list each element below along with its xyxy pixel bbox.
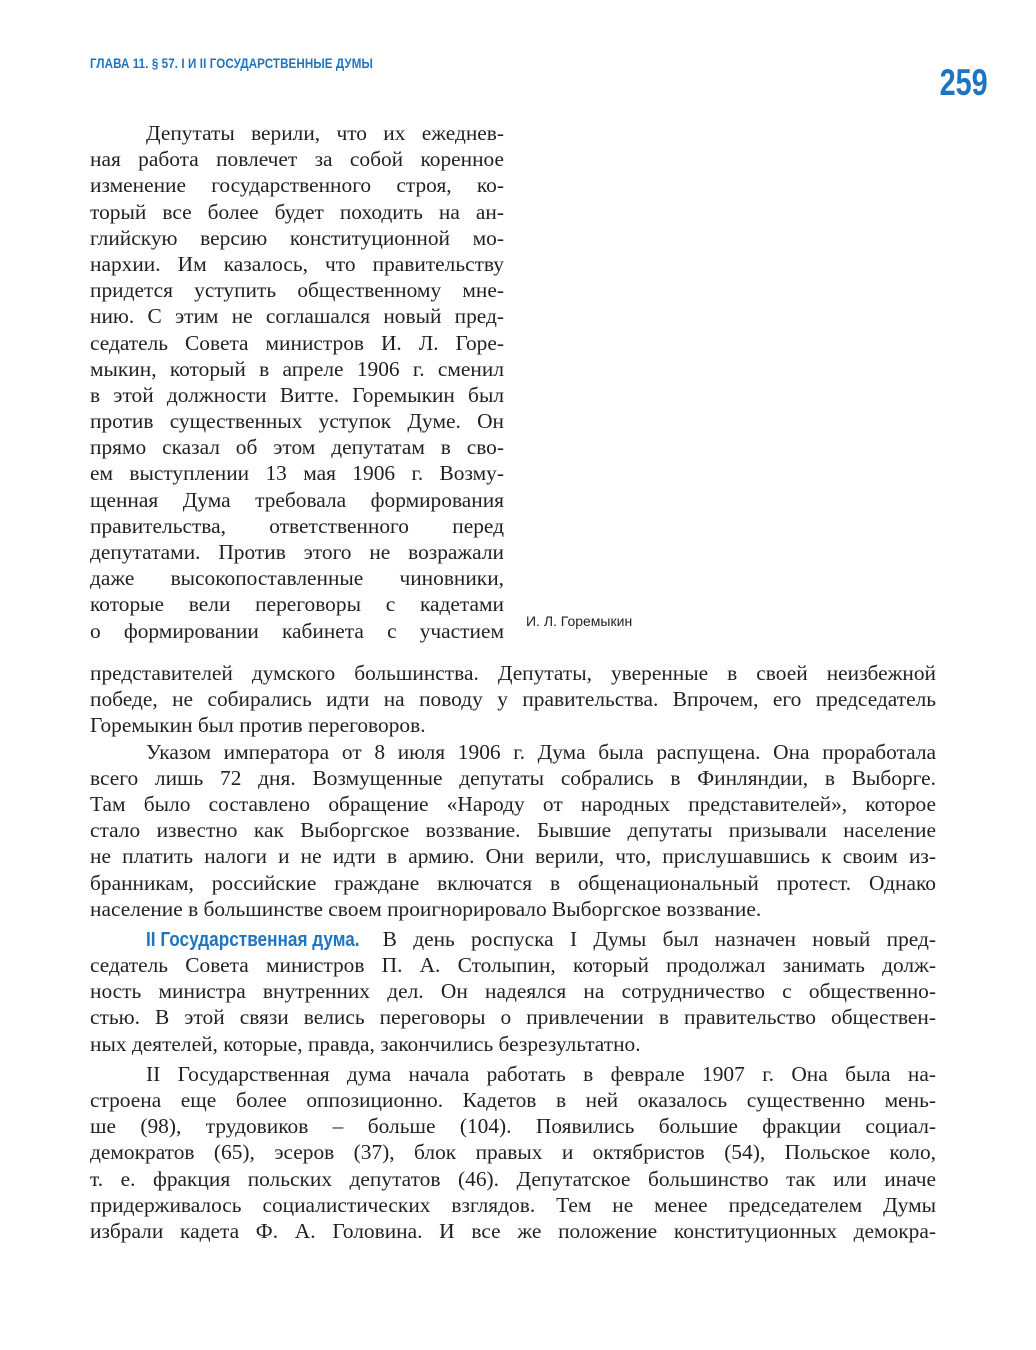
text-line: население в большинстве своем проигнорировало Выборгское воззвание. [90, 896, 762, 921]
text-line: Указом императора от 8 июля 1906 г. Дума была распущена. Она проработала [146, 739, 936, 764]
text-line: придерживалось социалистических взглядов. Тем не менее председателем Думы [90, 1192, 936, 1217]
text-line: всего лишь 72 дня. Возмущенные депутаты собрались в Финляндии, в Выборге. [90, 765, 936, 790]
text-line: нию. С этим не соглашался новый пред- [90, 304, 504, 329]
text-line: Депутаты верили, что их ежеднев- [146, 121, 504, 145]
text-line: т. е. фракция польских депутатов (46). Депутатское большинство так или иначе [90, 1166, 936, 1191]
text-line: демократов (65), эсеров (37), блок правых и октябристов (54), Польское коло, [90, 1140, 936, 1165]
text-line: стало известно как Выборгское воззвание. Бывшие депутаты призывали население [90, 818, 936, 843]
text-line: Горемыкин был против переговоров. [90, 713, 426, 738]
text-line: которые вели переговоры с кадетами [90, 592, 504, 617]
text-line: представителей думского большинства. Депутаты, уверенные в своей неизбежной [90, 661, 936, 685]
text-line: ем выступлении 13 мая 1906 г. Возму- [90, 461, 504, 486]
text-line: против существенных уступок Думе. Он [90, 409, 504, 434]
paragraph-1-column [90, 120, 504, 644]
text-line: нархии. Им казалось, что правительству [90, 251, 504, 276]
paragraph-3 [90, 926, 936, 1057]
paragraph-2 [90, 739, 936, 922]
text-line: изменение государственного строя, ко- [90, 173, 504, 198]
portrait-image-area [525, 120, 715, 600]
text-fragment: В день роспуска I Думы был назначен новый пред- [366, 926, 936, 951]
text-line: строена еще более оппозиционно. Кадетов в ней оказалось существенно мень- [90, 1088, 936, 1112]
figure-caption: И. Л. Горемыкин [526, 613, 633, 629]
text-line: ность министра внутренних дел. Он надеялся на сотрудничество с общественно- [90, 979, 936, 1004]
text-line: седатель Совета министров П. А. Столыпин, который продолжал занимать долж- [90, 953, 936, 978]
text-line: Там было составлено обращение «Народу от народных представителей», которое [90, 791, 936, 816]
text-line: избрали кадета Ф. А. Головина. И все же положение конституционных демокра- [90, 1218, 936, 1243]
text-line: даже высокопоставленные чиновники, [90, 566, 504, 591]
text-line: придется уступить общественному мне- [90, 278, 504, 303]
text-line: стью. В этой связи велись переговоры о привлечении в правительство обществен- [90, 1005, 936, 1030]
text-line: торый все более будет походить на ан- [90, 199, 504, 224]
text-line: не платить налоги и не идти в армию. Они верили, что, прислушавшись к своим из- [90, 844, 936, 869]
paragraph-1-continuation [90, 660, 936, 739]
text-line: II Государственная дума начала работать в феврале 1907 г. Она была на- [146, 1061, 936, 1086]
text-line: ная работа повлечет за собой коренное [90, 147, 504, 172]
text-line: глийскую версию конституционной мо- [90, 225, 504, 250]
text-line: депутатами. Против этого не возражали [90, 540, 504, 564]
paragraph-4 [90, 1061, 936, 1244]
running-head: ГЛАВА 11. § 57. I И II ГОСУДАРСТВЕННЫЕ ДУМЫ [90, 56, 373, 71]
page-number: 259 [939, 62, 988, 103]
main-text [90, 660, 936, 1244]
text-line: прямо сказал об этом депутатам в сво- [90, 435, 504, 460]
text-line: о формировании кабинета с участием [90, 618, 504, 643]
text-line: седатель Совета министров И. Л. Горе- [90, 330, 504, 355]
text-line: победе, не собирались идти на поводу у правительства. Впрочем, его председатель [90, 687, 936, 712]
text-line: мыкин, который в апреле 1906 г. сменил [90, 356, 504, 381]
text-line: щенная Дума требовала формирования [90, 487, 504, 512]
text-line: бранникам, российские граждане включатся в общенациональный протест. Однако [90, 870, 936, 895]
text-line: правительства, ответственного перед [90, 513, 504, 538]
text-line: ше (98), трудовиков – больше (104). Появились большие фракции социал- [90, 1114, 936, 1139]
section-heading: II Государственная дума. [146, 928, 360, 951]
text-line: в этой должности Витте. Горемыкин был [90, 382, 504, 407]
text-line [90, 926, 936, 952]
text-line: ных деятелей, которые, правда, закончились безрезультатно. [90, 1031, 641, 1056]
